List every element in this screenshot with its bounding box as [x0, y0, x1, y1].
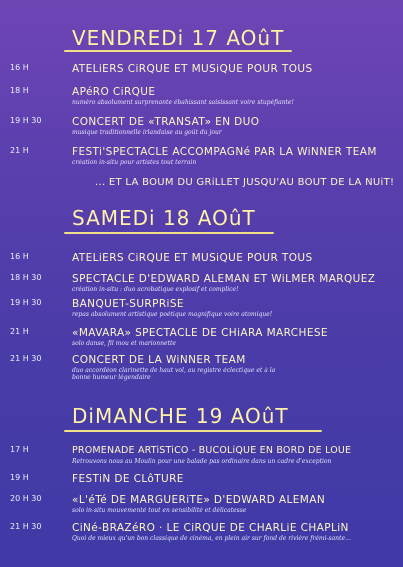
- event-time: 19 H 30: [10, 116, 42, 125]
- event-title: CONCERT DE LA WiNNER TEAM: [72, 354, 246, 366]
- event-time: 21 H 30: [10, 522, 42, 531]
- day-title-vendredi: VENDREDi 17 AOûT: [72, 26, 285, 50]
- event-description: duo accordéon clarinette de haut vol, au registre éclectique et à la bonne humeur légendaire: [72, 367, 276, 381]
- event-description: musique traditionnelle irlandaise au goût du jour: [72, 129, 222, 136]
- event-description: création in-situ pour artistes tout terrain: [72, 159, 197, 166]
- event-description: repas absolument artistique poétique magnifique voire atomique!: [72, 311, 273, 318]
- event-title: «L'éTé DE MARGUERiTE» D'EDWARD ALEMAN: [72, 494, 326, 506]
- event-title: BANQUET-SURPRiSE: [72, 298, 184, 310]
- event-time: 16 H: [10, 252, 29, 261]
- event-title: «MAVARA» SPECTACLE DE CHiARA MARCHESE: [72, 327, 328, 339]
- event-title: FESTi'SPECTACLE ACCOMPAGNé PAR LA WiNNER TEAM: [72, 146, 377, 158]
- event-title: SPECTACLE D'EDWARD ALEMAN ET WiLMER MARQUEZ: [72, 273, 376, 285]
- event-time: 18 H 30: [10, 273, 42, 282]
- day-title-dimanche: DiMANCHE 19 AOûT: [72, 404, 289, 428]
- day-underline-dimanche: [64, 430, 322, 432]
- event-title: PROMENADE ARTiSTiCO - BUCOLiQUE EN BORD DE LOUE: [72, 445, 352, 456]
- event-time: 19 H: [10, 473, 29, 482]
- event-title: ATELiERS CiRQUE ET MUSiQUE POUR TOUS: [72, 252, 313, 264]
- event-time: 21 H: [10, 146, 29, 155]
- event-time: 19 H 30: [10, 298, 42, 307]
- event-time: 18 H: [10, 86, 29, 95]
- event-time: 21 H: [10, 327, 29, 336]
- event-title: ATELiERS CiRQUE ET MUSiQUE POUR TOUS: [72, 63, 313, 75]
- event-description: numéro absolument surprenante ébahissant saisissant voire stupéfiante!: [72, 99, 294, 106]
- event-title: CiNé-BRAZéRO · LE CiRQUE DE CHARLiE CHAPLiN: [72, 522, 349, 534]
- event-description: Retrouvons nous au Moulin pour une balade pas ordinaire dans un cadre d'exception: [72, 458, 332, 465]
- event-description: création in-situ : duo acrobatique explosif et complice!: [72, 286, 239, 293]
- event-time: 20 H 30: [10, 494, 42, 503]
- event-title: FESTiN DE CLôTURE: [72, 473, 184, 485]
- day-title-samedi: SAMEDi 18 AOûT: [72, 206, 256, 230]
- event-description: Quoi de mieux qu'un bon classique de cinéma, en plein air sur fond de rivière frémi-sante…: [72, 535, 352, 542]
- event-time: 21 H 30: [10, 354, 42, 363]
- day-underline-vendredi: [64, 50, 292, 52]
- event-title: CONCERT DE «TRANSAT» EN DUO: [72, 116, 260, 128]
- event-time: 17 H: [10, 445, 29, 454]
- event-description: solo danse, fil mou et marionnette: [72, 340, 176, 347]
- event-closing-note: ... ET LA BOUM DU GRiLLET JUSQU'AU BOUT DE LA NUiT!: [95, 177, 395, 188]
- event-title: APéRO CiRQUE: [72, 86, 156, 98]
- event-description: solo in-situ mouvementé tout en sensibilité et délicatesse: [72, 507, 247, 514]
- day-underline-samedi: [64, 232, 274, 234]
- event-time: 16 H: [10, 63, 29, 72]
